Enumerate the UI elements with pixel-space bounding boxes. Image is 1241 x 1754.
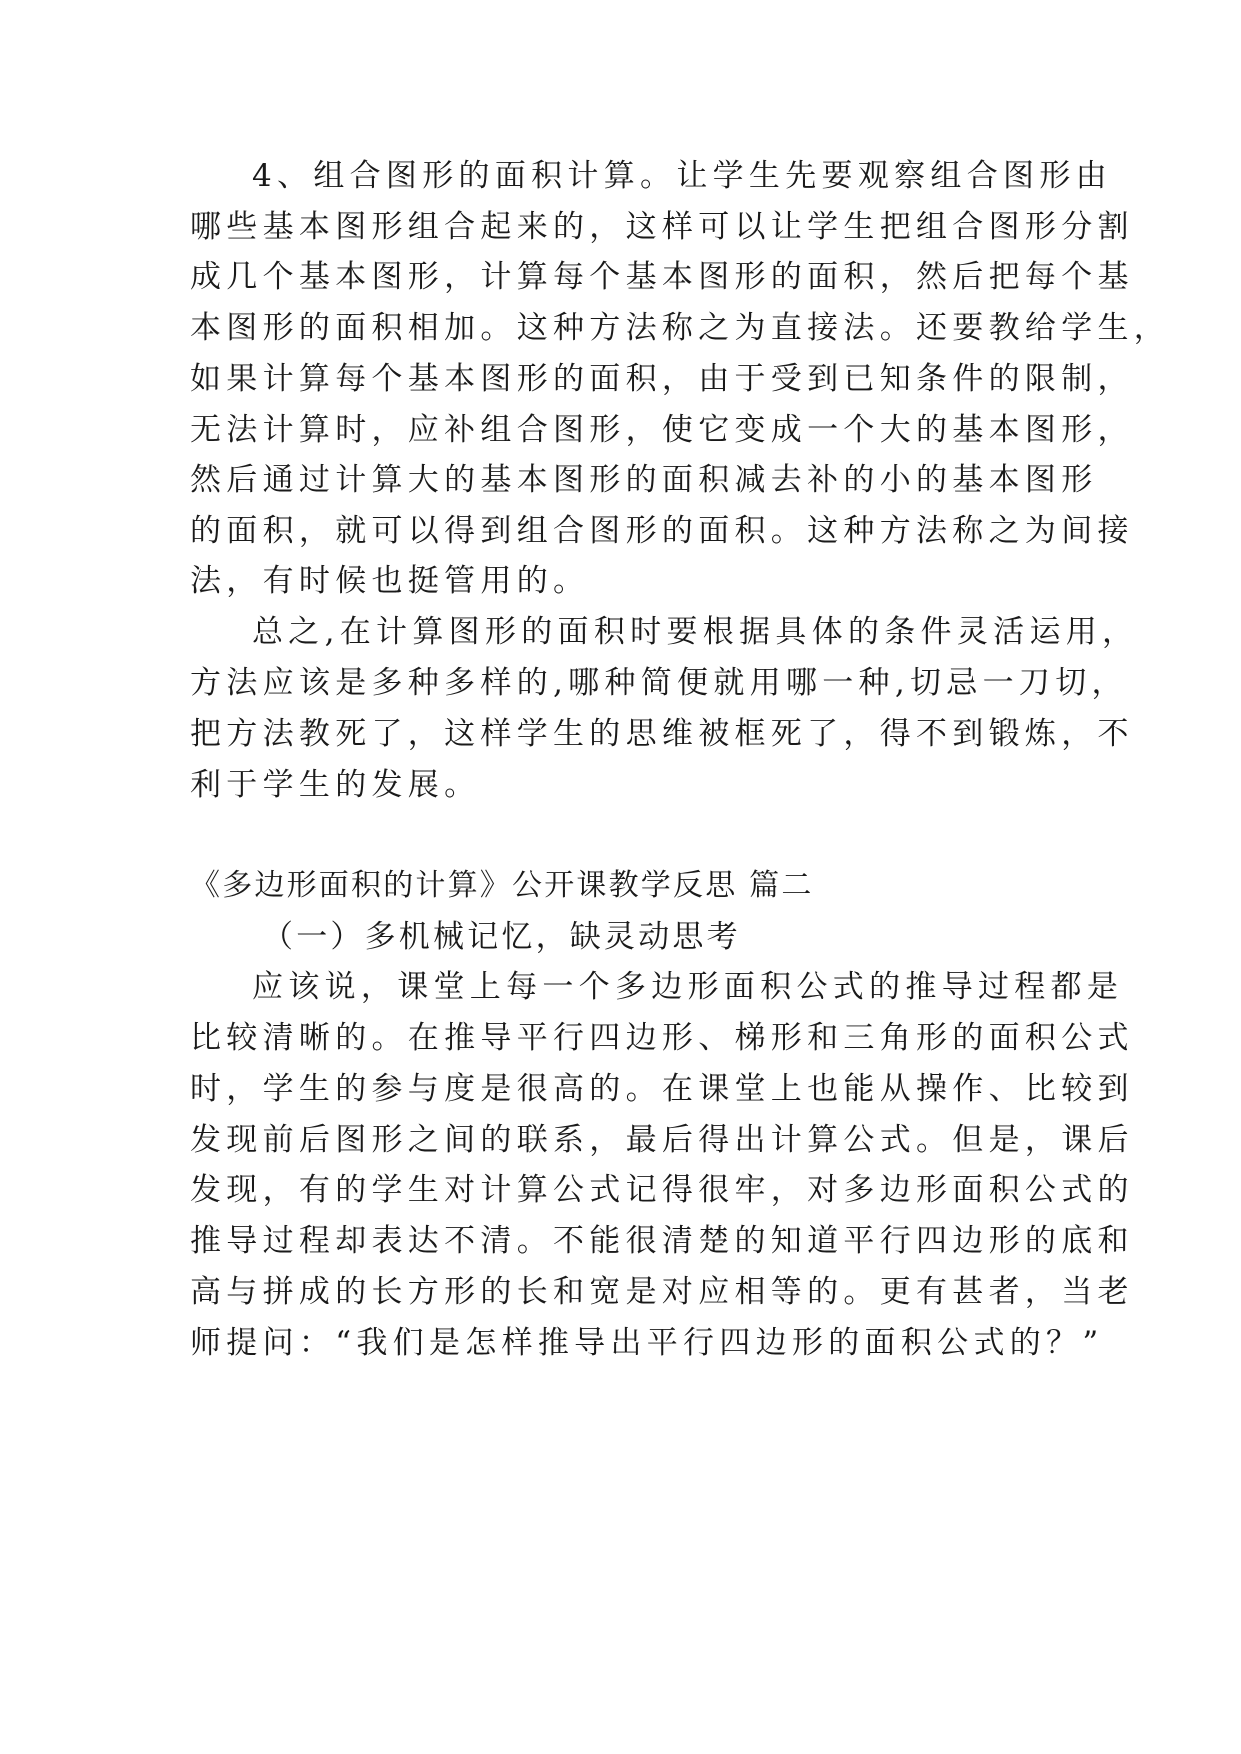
paragraph-line: 把方法教死了，这样学生的思维被框死了，得不到锻炼，不 [190,716,1134,752]
paragraph-line: 比较清晰的。在推导平行四边形、梯形和三角形的面积公式 [190,1020,1134,1056]
paragraph-line: 的面积，就可以得到组合图形的面积。这种方法称之为间接 [190,513,1134,549]
paragraph-line: 本图形的面积相加。这种方法称之为直接法。还要教给学生， [190,310,1171,346]
paragraph-line: 如果计算每个基本图形的面积，由于受到已知条件的限制， [190,361,1134,397]
paragraph-line: 法，有时候也挺管用的。 [190,563,590,599]
paragraph-line: 推导过程却表达不清。不能很清楚的知道平行四边形的底和 [190,1223,1134,1259]
paragraph-line: 高与拼成的长方形的长和宽是对应相等的。更有甚者，当老 [190,1274,1134,1310]
paragraph-line: 应该说，课堂上每一个多边形面积公式的推导过程都是 [252,969,1124,1005]
section-heading: 《多边形面积的计算》公开课教学反思 篇二 [190,868,814,903]
paragraph-line: 方法应该是多种多样的,哪种简便就用哪一种,切忌一刀切， [190,665,1128,701]
paragraph-line: 无法计算时，应补组合图形，使它变成一个大的基本图形， [190,412,1134,448]
paragraph-line: 总之,在计算图形的面积时要根据具体的条件灵活运用， [252,614,1139,650]
paragraph-line: 时，学生的参与度是很高的。在课堂上也能从操作、比较到 [190,1071,1134,1107]
paragraph-line: 然后通过计算大的基本图形的面积减去补的小的基本图形 [190,462,1098,498]
paragraph-line: 成几个基本图形，计算每个基本图形的面积，然后把每个基 [190,259,1134,295]
paragraph-line: 师提问：“我们是怎样推导出平行四边形的面积公式的？” [190,1325,1104,1361]
paragraph-line: 发现前后图形之间的联系，最后得出计算公式。但是，课后 [190,1122,1134,1158]
paragraph-line: 4、组合图形的面积计算。让学生先要观察组合图形由 [252,158,1112,194]
paragraph-line: 哪些基本图形组合起来的，这样可以让学生把组合图形分割 [190,209,1134,245]
paragraph-line: 发现，有的学生对计算公式记得很牢，对多边形面积公式的 [190,1172,1134,1208]
section-subheading: （一）多机械记忆，缺灵动思考 [262,919,741,955]
paragraph-line: 利于学生的发展。 [190,767,481,803]
